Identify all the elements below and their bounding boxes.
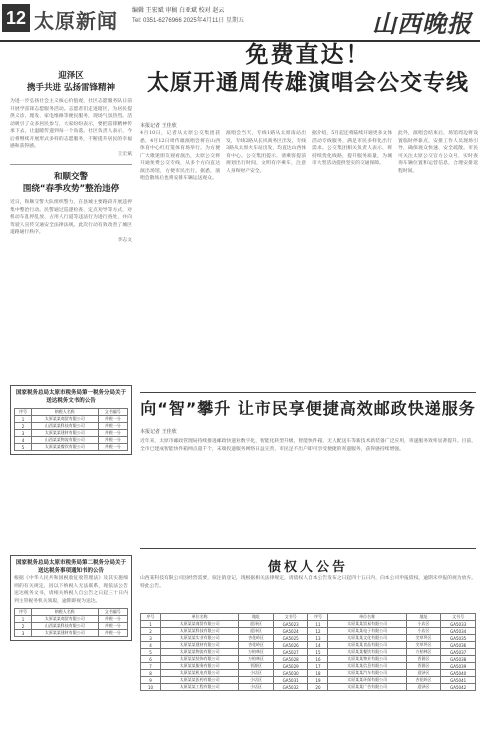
story-b-headline: 向“智”攀升 让市民享便捷高效邮政快递服务 [140,399,476,418]
table-cell: GA5037 [441,649,476,656]
table-cell: 小店区 [406,621,441,628]
story2-author: 李志文 [117,237,132,243]
table-cell: 太原某某环保有限公司 [328,677,406,684]
table-row [141,621,476,628]
tax-notice-1 [10,385,132,455]
table-cell: 杏花岭区 [406,677,441,684]
table-cell: 太原某某实业有限公司 [161,635,239,642]
tax-notice-1-table [14,408,128,451]
table-cell: 杏花岭区 [239,635,274,642]
table-cell: 太原某某物流有限公司 [161,649,239,656]
table-cell: GA5036 [441,642,476,649]
table-header: 单位名称 [328,614,406,621]
table-header: 文书号 [441,614,476,621]
table-row: 1 太原某某商贸有限公司 并税一分 [15,616,128,623]
main-article-col3: 据介绍，5月起还将陆续开通更多文体活动专线服务，满足市民多样化出行需求。公交集团相关负责人表示，将持续优化线路，提升服务质量，为城市大型活动提供坚实的交通保障。 [312,131,392,166]
table-row [141,649,476,656]
table-row [141,684,476,691]
table-cell: GA5028 [273,656,308,663]
table-cell: 13 [308,635,328,642]
story1-body: 为进一步弘扬社会主义核心价值观，社区志愿服务队日前开展学雷锋志愿服务活动。志愿者们走进辖区，为居民提供义诊、理发、家电维修等便民服务，现场气氛热烈。活动吸引了众多居民参与，大家纷纷表示，要把雷锋精神传承下去，让温暖传递到每一个角落。社区负责人表示，今后将继续开展形式多样的志愿服务，不断提升居民的幸福感和获得感。 [10,99,132,149]
table-header: 序号 [15,409,32,416]
table-cell: GA5040 [441,670,476,677]
main-article-col4: 此外，演唱会结束后，场馆周边将设置临时停靠点，安排工作人员现场引导，确保观众快速、安全疏散。市民可关注太原公交官方公众号，实时查询车辆位置和运营信息，合理安排返程时间。 [398,131,478,174]
table-cell: GA5041 [441,677,476,684]
table-row: 3 太原某某建材有限公司 并税一分 [15,630,128,637]
table-cell: 18 [308,670,328,677]
table-cell: 小店区 [239,677,274,684]
table-cell: 6 [141,656,161,663]
table-cell: 2 [141,628,161,635]
table-cell: 杏花岭区 [239,642,274,649]
table-row [141,628,476,635]
section-name: 太原新闻 [34,9,118,33]
table-cell: 太原某某建材有限公司 [161,642,239,649]
table-cell: 10 [141,684,161,691]
editors-line: 编辑 王宏斌 审稿 白亚斌 校对 赵云 [132,8,225,14]
table-cell: 太原某某信息有限公司 [328,663,406,670]
table-header: 单位名称 [161,614,239,621]
table-cell: 19 [308,677,328,684]
story1-title-line2: 携手共进 弘扬雷锋精神 [27,83,115,93]
table-row: 4 山西某某物流有限公司 并税一分 [15,437,128,444]
creditor-notice [140,575,476,590]
main-article-col1: 4月10日，记者从太原公交集团获悉，4月12日周传雄演唱会将在山西体育中心红灯笼体育场举行。为方便广大歌迷朋友观看演出，太原公交将开通免费公交专线，从多个方向直达演出场馆，方便市民出行。据悉，演唱会散场后也将安排车辆运送观众。 [140,131,220,181]
table-cell: 晋源区 [239,663,274,670]
table-cell: 晋源区 [406,663,441,670]
table-cell: 太原某某物业有限公司 [328,656,406,663]
masthead [0,0,480,42]
contact-line: Tel: 0351-6276966 2025年4月11日 星期五 [132,18,244,24]
table-cell: GA5033 [441,621,476,628]
table-row [141,635,476,642]
table-cell: 4 [141,642,161,649]
table-cell: 太原某某医药有限公司 [161,677,239,684]
table-cell: 小店区 [406,628,441,635]
table-cell: 万柏林区 [239,656,274,663]
divider [140,548,476,549]
table-cell: 晋源区 [406,656,441,663]
table-cell: 14 [308,642,328,649]
table-cell: 11 [308,621,328,628]
creditor-notice-body: 山西某科技有限公司因经营需要，拟注销登记，现根据相关法律规定，请债权人自本公告发布之日起四十五日内，向本公司申报债权，逾期未申报的视为放弃。特此公告。 [140,576,476,589]
table-cell: 20 [308,684,328,691]
table-row: 2 山西某某科技有限公司 并税一分 [15,423,128,430]
table-cell: GA5034 [441,628,476,635]
table-header: 地址 [239,614,274,621]
table-cell: GA5038 [441,656,476,663]
tax-notice-2-body: 根据《中华人民共和国税收征收管理法》及其实施细则的有关规定，因以下纳税人无法联系，现依法公告送达税务文书，请相关纳税人自公告之日起三十日内到主管税务机关领取，逾期即视为送达。 [14,576,128,604]
table-header: 文书编号 [98,609,127,616]
table-row [141,677,476,684]
table-header: 序号 [308,614,328,621]
table-cell: 太原某某贸易有限公司 [328,621,406,628]
creditor-notice-title: 债权人公告 [267,560,348,575]
newspaper-logo: 山西晚报 [372,9,472,38]
divider [10,164,132,165]
table-header: 纳税人名称 [32,409,99,416]
headline-line1: 免费直达！ [245,42,371,68]
table-row: 1 太原某某商贸有限公司 并税一分 [15,416,128,423]
company-list-table [140,613,476,691]
table-cell: 迎泽区 [406,670,441,677]
table-header: 地址 [406,614,441,621]
story1-author: 王宏斌 [117,151,132,157]
table-row: 2 山西某某科技有限公司 并税一分 [15,623,128,630]
table-cell: 3 [141,635,161,642]
table-cell: 万柏林区 [406,649,441,656]
left-column [10,70,132,244]
table-cell: 迎泽区 [239,628,274,635]
table-cell: 太原某某文化有限公司 [328,635,406,642]
table-cell: 太原某某机电有限公司 [161,670,239,677]
table-cell: 5 [141,649,161,656]
table-row [141,642,476,649]
table-cell: 太原某某餐饮有限公司 [328,649,406,656]
table-cell: 太原某某商贸有限公司 [161,621,239,628]
table-cell: GA5024 [273,628,308,635]
table-cell: 太原某某食品有限公司 [328,642,406,649]
company-list-table-wrap [140,610,476,691]
table-cell: 17 [308,663,328,670]
story2-title-line2: 围绕“春季攻势”整治违停 [22,184,120,194]
table-header: 纳税人名称 [32,609,99,616]
headline-line2: 太原开通周传雄演唱会公交专线 [146,71,469,96]
table-cell: GA5027 [273,649,308,656]
table-cell: 1 [141,621,161,628]
table-cell: GA5035 [441,635,476,642]
table-row [141,663,476,670]
tax-notice-1-title: 国家税务总局太原市税务局第一税务分局关于送达税务文书的公告 [15,390,126,404]
table-cell: 太原某某科技有限公司 [161,628,239,635]
tax-notice-2 [10,555,132,641]
table-cell: GA5030 [273,670,308,677]
table-cell: 万柏林区 [239,649,274,656]
table-cell: GA5026 [273,642,308,649]
table-cell: GA5023 [273,621,308,628]
table-header: 序号 [141,614,161,621]
table-cell: 12 [308,628,328,635]
story1-title-line1: 迎泽区 [58,71,84,81]
table-cell: 迎泽区 [239,621,274,628]
table-cell: GA5032 [273,684,308,691]
page-number: 12 [2,4,30,32]
table-cell: 迎泽区 [406,684,441,691]
table-cell: 太原某某广告有限公司 [328,684,406,691]
divider [140,392,476,393]
story-b-byline: 本报记者 王佳欣 [140,429,177,435]
main-article-columns [140,130,478,183]
story2-title-line1: 和顺交警 [53,172,88,182]
main-byline: 本报记者 王佳欣 [140,123,177,129]
masthead-info [132,6,244,26]
table-row: 3 太原某某建材有限公司 并税一分 [15,430,128,437]
tax-notice-2-table [14,608,128,637]
table-cell: 小店区 [239,684,274,691]
table-cell: GA5031 [273,677,308,684]
table-cell: 尖草坪区 [406,635,441,642]
main-headline [140,40,476,98]
tax-notice-2-title: 国家税务总局太原市税务局第二税务分局关于送达税务事项通知书的公告 [15,560,126,574]
table-header: 序号 [15,609,32,616]
table-cell: 太原某某工程有限公司 [161,684,239,691]
story2-body: 近日，和顺交警大队组织警力，在县城主要路段开展违停集中整治行动。民警通过巡逻检查、定点劝导等方式，对机动车乱停乱放、占用人行道等违法行为进行查处，并向驾驶人宣传交通安全法律法规。此次行动有效改善了城区道路通行秩序。 [10,200,132,235]
table-cell: GA5029 [273,663,308,670]
table-row: 5 太原某某餐饮有限公司 并税一分 [15,444,128,451]
table-cell: 小店区 [239,670,274,677]
table-row [141,670,476,677]
table-cell: GA5039 [441,663,476,670]
table-cell: 太原某某汽车有限公司 [328,670,406,677]
table-cell: 太原某某装饰有限公司 [161,656,239,663]
table-cell: 8 [141,670,161,677]
table-cell: 9 [141,677,161,684]
table-cell: 太原某某电子有限公司 [328,628,406,635]
table-cell: 太原某某服务有限公司 [161,663,239,670]
table-header: 文书编号 [98,409,127,416]
table-cell: 16 [308,656,328,663]
main-article-col2: 演唱会当天，专线1路从太原南站出发，专线2路从长风商务区出发，专线3路从太原火车站出发，均直达山西体育中心。公交集团提示，请乘客提前规划出行时间，文明有序乘车，注意人身和财产安全。 [226,131,306,174]
table-cell: GA5042 [441,684,476,691]
story-b-body: 近年来，太原市邮政管理局持续推进邮政快递业数字化、智能化转型升级，智能快件箱、无人配送车等新技术新装备广泛应用，寄递服务效率显著提升。目前，全市已建成智能快件箱网点超千个，末端投递服务网络日益完善，市民足不出户即可享受便捷的寄递服务，获得感持续增强。 [140,439,476,452]
table-row [141,656,476,663]
table-cell: GA5025 [273,635,308,642]
table-cell: 尖草坪区 [406,642,441,649]
table-cell: 7 [141,663,161,670]
table-header: 文书号 [273,614,308,621]
table-cell: 15 [308,649,328,656]
